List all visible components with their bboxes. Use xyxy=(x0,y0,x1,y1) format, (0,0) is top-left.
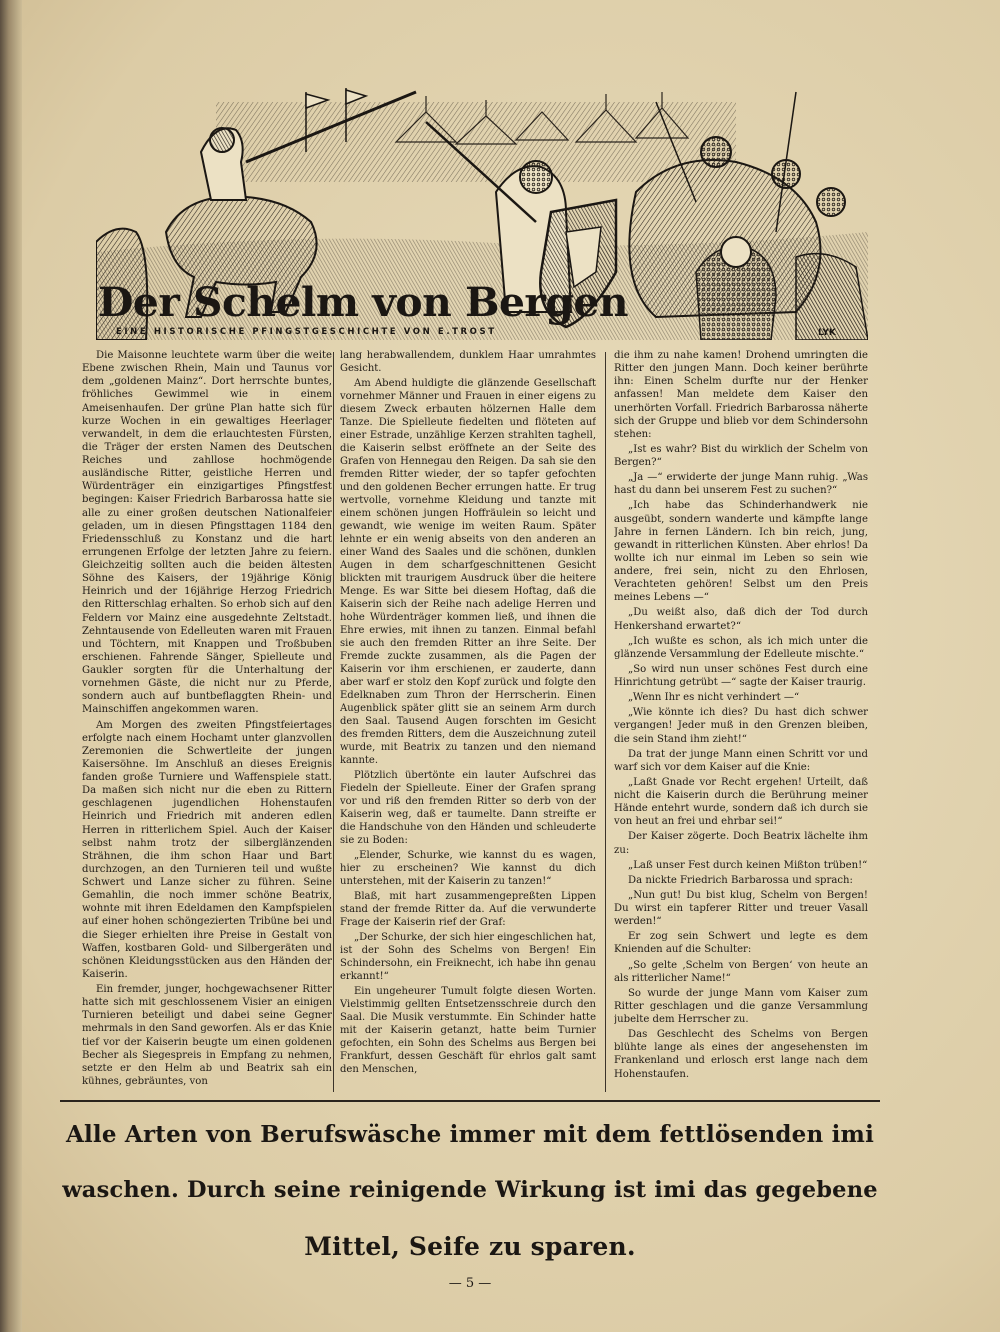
paragraph: „Nun gut! Du bist klug, Schelm von Bergen! Du wirst ein tapferer Ritter und treuer Vasall werden!“ xyxy=(614,889,868,928)
paragraph: Am Abend huldigte die glänzende Gesellschaft vornehmer Männer und Frauen in einer eigens zu diesem Zweck erbauten hölzernen Halle dem Tanze. Die Spielleute fiedelten und flöteten auf einer Estrade, unzählige Kerzen strahlten taghell, die Kaiserin selbst eröffnete an der Seite des Grafen von Hennegau den Reigen. Da sah sie den fremden Ritter wieder, der so tapfer gefochten und den goldenen Becher errungen hatte. Er trug wertvolle, vornehme Kleidung und tanzte mit einem schönen jungen Hoffräulein so leicht und gewandt, wie wenige im weiten Raum. Später lehnte er ein wenig abseits von den anderen an einer Wand des Saales und die schönen, dunklen Augen in dem scharfgeschnittenen Gesicht blickten mit traurigem Ausdruck über die heitere Menge. Es war Sitte bei diesem Hoftag, daß die Kaiserin sich der Reihe nach adelige Herren und hohe Würdenträger kommen ließ, und ihnen die Ehre erwies, mit ihnen zu tanzen. Einmal befahl sie auch den fremden Ritter an ihre Seite. Der Fremde zuckte zusammen, als die Pagen der Kaiserin vor ihm erschienen, er zauderte, dann aber warf er stolz den Kopf zurück und folgte den Edelknaben zum Thron der Herrscherin. Einen Augenblick später glitt sie an seinem Arm durch den Saal. Tausend Augen forschten im Gesicht des fremden Ritters, dem die Auszeichnung zuteil wurde, mit Beatrix zu tanzen und den niemand kannte. xyxy=(340,378,596,766)
advertisement-line-1: Alle Arten von Berufswäsche immer mit dem fettlösenden imi xyxy=(65,1121,875,1148)
paragraph: Das Geschlecht des Schelms von Bergen blühte lange als eines der angesehensten im Frankenland und erlosch erst lange nach dem Hohenstaufen. xyxy=(614,1029,868,1080)
column-divider xyxy=(333,352,334,1092)
article-subtitle xyxy=(116,327,497,337)
paragraph: „Der Schurke, der sich hier eingeschlichen hat, ist der Sohn des Schelms von Bergen! Ein Schindersohn, ein Freiknecht, ich habe ihn genau erkannt!“ xyxy=(340,932,596,982)
paragraph: „So wird nun unser schönes Fest durch eine Hinrichtung getrübt —“ sagte der Kaiser traurig. xyxy=(614,663,868,688)
paragraph: So wurde der junge Mann vom Kaiser zum Ritter geschlagen und die ganze Versammlung jubelte dem Herrscher zu. xyxy=(614,987,868,1025)
advertisement-line-2: waschen. Durch seine reinigende Wirkung ist imi das gegebene xyxy=(62,1177,878,1203)
paragraph: „Laßt Gnade vor Recht ergehen! Urteilt, daß nicht die Kaiserin durch die Berührung meiner Hände entehrt wurde, sondern daß ich durch sie von heut an frei und ehrbar sei!“ xyxy=(614,776,868,828)
paragraph: Er zog sein Schwert und legte es dem Knienden auf die Schulter: xyxy=(614,931,868,956)
paragraph: „Elender, Schurke, wie kannst du es wagen, hier zu erscheinen? Wie kannst du dich unterstehen, mit der Kaiserin zu tanzen!“ xyxy=(340,850,596,887)
paragraph: Am Morgen des zweiten Pfingstfeiertages erfolgte nach einem Hochamt unter glanzvollen Zeremonien die Schwertleite der jungen Kaisersöhne. Im Anschluß an dieses Ereignis fanden große Turniere und Waffenspiele statt. Da maßen sich nicht nur die eben zu Rittern geschlagenen jugendlichen Hohenstaufen Heinrich und Friedrich mit anderen edlen Herren in ritterlichem Spiel. Auch der Kaiser selbst nahm trotz der silberglänzenden Strähnen, die ihm schon Haar und Bart durchzogen, an den Turnieren teil und wußte Schwert und Lanze sicher zu führen. Seine Gemahlin, die noch immer schöne Beatrix, wohnte mit ihren Edeldamen den Kampfspielen auf einer hohen schöngezierten Tribüne bei und die Sieger erhielten ihre Preise in Gestalt von Waffen, kostbaren Gold- und Silbergeräten und schönen Kleidungsstücken aus den Händen der Kaiserin. xyxy=(82,719,332,980)
article-column-1 xyxy=(82,349,332,1097)
page-binding-edge xyxy=(0,0,22,1332)
author-name: E.TROST xyxy=(437,327,497,337)
paragraph: „Wie könnte ich dies? Du hast dich schwer vergangen! Jeder muß in den Grenzen bleiben, die sein Stand ihm zieht!“ xyxy=(614,707,868,745)
paragraph: „Ja —“ erwiderte der junge Mann ruhig. „Was hast du dann bei unserem Fest zu suchen?“ xyxy=(614,472,868,497)
article-title: Der Schelm von Bergen xyxy=(98,279,629,326)
illustrator-signature: LYK xyxy=(818,328,836,338)
paragraph: Ein fremder, junger, hochgewachsener Ritter hatte sich mit geschlossenem Visier an einigen Turnieren beteiligt und dabei seine Gegner mehrmals in den Sand geworfen. Als er das Knie tief vor der Kaiserin beugte um einen goldenen Becher als Siegespreis in Empfang zu nehmen, setzte er den Helm ab und Beatrix sah ein kühnes, gebräuntes, von xyxy=(82,984,332,1087)
paragraph: lang herabwallendem, dunklem Haar umrahmtes Gesicht. xyxy=(340,350,596,374)
paragraph: Ein ungeheurer Tumult folgte diesen Worten. Vielstimmig gellten Entsetzensschreie durch den Saal. Die Musik verstummte. Ein Schinder hatte mit der Kaiserin getanzt, hatte beim Turnier gefochten, ein Sohn des Schelms aus Bergen bei Frankfurt, dessen Geschäft für ehrlos galt samt den Menschen, xyxy=(340,986,596,1075)
article-column-3 xyxy=(614,349,868,1097)
paragraph: „Ich habe das Schinderhandwerk nie ausgeübt, sondern wanderte und kämpfte lange Jahre in fernen Ländern. Ich bin reich, jung, gewandt in ritterlichen Künsten. Aber ehrlos! Da wollte ich nur einmal im Leben so sein wie andere, frei sein, nicht zu den Ehrlosen, Verachteten gehören! Selbst um den Preis meines Lebens —“ xyxy=(614,500,868,604)
paragraph: die ihm zu nahe kamen! Drohend umringten die Ritter den jungen Mann. Doch keiner berührte ihn: Einen Schelm durfte nur der Henker anfassen! Man meldete dem Kaiser den unerhörten Vorfall. Friedrich Barbarossa näherte sich der Gruppe und blieb vor dem Schindersohn stehen: xyxy=(614,350,868,440)
advertisement-divider xyxy=(60,1100,880,1102)
advertisement-line-3: Mittel, Seife zu sparen. xyxy=(304,1232,636,1261)
paragraph: „Laß unser Fest durch keinen Mißton trüben!“ xyxy=(628,859,868,871)
paragraph: Blaß, mit hart zusammengepreßten Lippen stand der fremde Ritter da. Auf die verwunderte Frage der Kaiserin rief der Graf: xyxy=(340,891,596,928)
paragraph: „Wenn Ihr es nicht verhindert —“ xyxy=(628,692,800,704)
paragraph: Da trat der junge Mann einen Schritt vor und warf sich vor dem Kaiser auf die Knie: xyxy=(614,748,868,773)
page-number: — 5 — xyxy=(448,1276,492,1291)
paragraph: Da nickte Friedrich Barbarossa und sprach: xyxy=(628,874,853,886)
paragraph: „So gelte ‚Schelm von Bergen‘ von heute an als ritterlicher Name!“ xyxy=(614,959,868,984)
paragraph: „Ich wußte es schon, als ich mich unter die glänzende Versammlung der Edelleute mischte.“ xyxy=(614,635,868,660)
paragraph: „Du weißt also, daß dich der Tod durch Henkershand erwartet?“ xyxy=(614,607,868,632)
subtitle-text: EINE HISTORISCHE PFINGSTGESCHICHTE VON xyxy=(116,327,433,337)
article-column-2 xyxy=(340,349,596,1097)
paragraph: Plötzlich übertönte ein lauter Aufschrei das Fiedeln der Spielleute. Einer der Grafen sprang vor und riß den fremden Ritter so derb von der Kaiserin weg, daß er taumelte. Dann streifte er die Handschuhe von den Händen und schleuderte sie zu Boden: xyxy=(340,770,596,846)
paragraph: „Ist es wahr? Bist du wirklich der Schelm von Bergen?“ xyxy=(614,443,868,468)
column-divider xyxy=(605,352,606,1092)
paragraph: Die Maisonne leuchtete warm über die weite Ebene zwischen Rhein, Main und Taunus vor dem „goldenen Mainz“. Dort herrschte buntes, fröhliches Gewimmel wie in einem Ameisenhaufen. Der grüne Plan hatte sich für kurze Wochen in ein gewaltiges Heerlager verwandelt, in dem die erlauchtesten Fürsten, die Träger der ersten Namen des Deutschen Reiches und zahllose hochmögende ausländische Ritter, geistliche Herren und Würdenträger ein einzigartiges Pfingstfest begingen: Kaiser Friedrich Barbarossa hatte sie alle zu einer großen deutschen Nationalfeier geladen, um in diesen Pfingsttagen 1184 den Friedensschluß zu Konstanz und die hart errungenen Erfolge der letzten Jahre zu feiern. Gleichzeitig sollten auch die beiden ältesten Söhne des Kaisers, der 19jährige König Heinrich und der 16jährige Herzog Friedrich den Ritterschlag erhalten. So erhob sich auf den Feldern vor Mainz eine ausgedehnte Zeltstadt. Zehntausende von Edelleuten waren mit Frauen und Töchtern, mit Knappen und Troßbuben erschienen. Fahrende Sänger, Spielleute und Gaukler sorgten für die Unterhaltung der vornehmen Gäste, die nicht nur zu Pferde, sondern auch auf buntbeflaggten Rhein- und Mainschiffen angekommen waren. xyxy=(82,350,332,716)
paragraph: Der Kaiser zögerte. Doch Beatrix lächelte ihm zu: xyxy=(614,831,868,856)
